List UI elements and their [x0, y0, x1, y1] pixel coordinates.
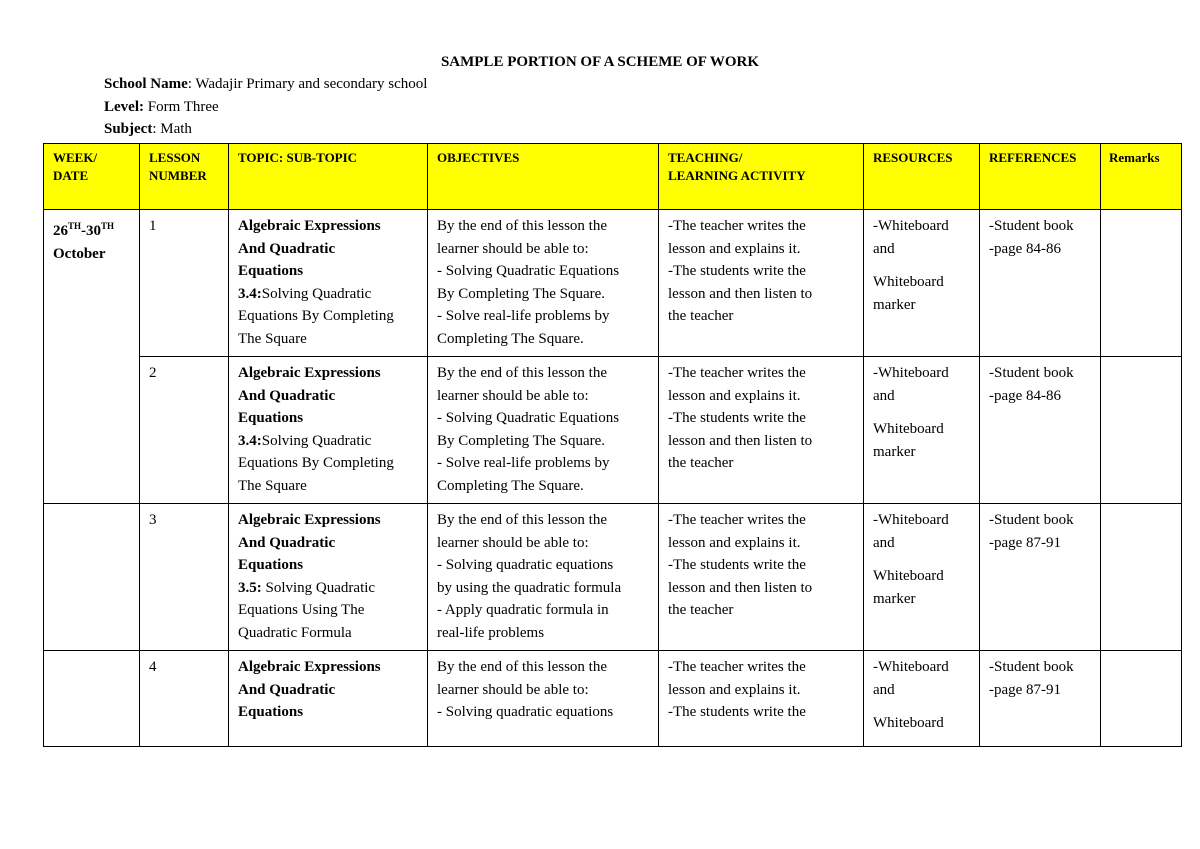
header-remarks: Remarks	[1101, 144, 1182, 210]
subtopic-line: Equations By Completing	[238, 455, 394, 471]
week-date-cell	[44, 651, 140, 747]
header-objectives: OBJECTIVES	[428, 144, 659, 210]
objective-line: real-life problems	[437, 624, 545, 641]
header-resources: RESOURCES	[864, 144, 980, 210]
week-sup: TH	[68, 221, 82, 231]
resources-cell	[864, 357, 980, 504]
level-label: Level:	[104, 99, 144, 115]
resources-cell	[864, 651, 980, 747]
resource-line: marker	[873, 443, 916, 460]
activity-line: lesson and explains it.	[668, 387, 801, 404]
references-cell	[980, 651, 1101, 747]
reference-line: -page 84-86	[989, 240, 1062, 257]
activity-cell	[659, 651, 864, 747]
week-month: October	[53, 245, 106, 262]
topic-title: Algebraic Expressions	[238, 659, 381, 675]
resources-cell	[864, 504, 980, 651]
week-date-cell	[44, 210, 140, 357]
activity-line: lesson and explains it.	[668, 240, 801, 257]
subtopic-line: The Square	[238, 477, 307, 494]
table-row	[44, 210, 1182, 357]
school-name-label: School Name	[104, 76, 188, 92]
topic-title: And Quadratic	[238, 534, 336, 551]
subject-line	[104, 121, 192, 138]
topic-title: And Quadratic	[238, 681, 336, 698]
subtopic-number: 3.4:	[238, 432, 262, 449]
school-name-line	[104, 76, 427, 93]
resource-line: Whiteboard	[873, 274, 944, 290]
remarks-cell	[1101, 210, 1182, 357]
subtopic-number: 3.5:	[238, 579, 262, 596]
week-date-cell	[44, 357, 140, 504]
objectives-cell	[428, 504, 659, 651]
topic-title: Equations	[238, 410, 304, 426]
objective-line: - Solving quadratic equations	[437, 557, 614, 573]
objective-line: By Completing The Square.	[437, 432, 606, 449]
table-row	[44, 357, 1182, 504]
activity-line: the teacher	[668, 602, 734, 618]
objective-line: Completing The Square.	[437, 330, 584, 347]
objective-line: Completing The Square.	[437, 477, 584, 494]
activity-line: lesson and then listen to	[668, 579, 813, 596]
resource-line: -Whiteboard	[873, 512, 949, 528]
week-sup: TH	[101, 221, 115, 231]
objective-line: - Solving Quadratic Equations	[437, 263, 620, 279]
topic-title: Equations	[238, 557, 304, 573]
topic-cell	[229, 210, 428, 357]
reference-line: -Student book	[989, 218, 1074, 234]
subtopic-line: The Square	[238, 330, 307, 347]
topic-title: And Quadratic	[238, 240, 336, 257]
objective-line: by using the quadratic formula	[437, 579, 622, 596]
school-name-value: : Wadajir Primary and secondary school	[187, 76, 428, 92]
objective-line: learner should be able to:	[437, 681, 589, 698]
header-lesson-number: LESSON NUMBER	[140, 144, 229, 210]
topic-title: Equations	[238, 263, 304, 279]
topic-cell	[229, 357, 428, 504]
activity-line: -The teacher writes the	[668, 365, 806, 381]
resources-cell	[864, 210, 980, 357]
objective-line: - Solve real-life problems by	[437, 308, 610, 324]
references-cell	[980, 357, 1101, 504]
lesson-number-cell: 3	[140, 504, 229, 651]
activity-cell	[659, 357, 864, 504]
objective-line: By the end of this lesson the	[437, 659, 607, 675]
scheme-of-work-table	[43, 143, 1182, 747]
resource-line: Whiteboard	[873, 715, 944, 731]
activity-line: the teacher	[668, 308, 734, 324]
objective-line: learner should be able to:	[437, 240, 589, 257]
activity-line: lesson and then listen to	[668, 432, 813, 449]
subject-label: Subject	[104, 121, 153, 137]
resource-line: marker	[873, 590, 916, 607]
objectives-cell	[428, 357, 659, 504]
week-date-cell	[44, 504, 140, 651]
reference-line: -page 87-91	[989, 534, 1062, 551]
level-line	[104, 99, 219, 116]
reference-line: -page 84-86	[989, 387, 1062, 404]
header-references: REFERENCES	[980, 144, 1101, 210]
objective-line: learner should be able to:	[437, 534, 589, 551]
resource-line: and	[873, 534, 895, 551]
resource-line: -Whiteboard	[873, 659, 949, 675]
remarks-cell	[1101, 357, 1182, 504]
reference-line: -Student book	[989, 512, 1074, 528]
document-title: SAMPLE PORTION OF A SCHEME OF WORK	[440, 54, 760, 70]
subtopic-line: 3.4:Solving Quadratic	[238, 285, 372, 302]
objective-line: - Apply quadratic formula in	[437, 602, 609, 618]
reference-line: -Student book	[989, 659, 1074, 675]
table-row	[44, 504, 1182, 651]
reference-line: -page 87-91	[989, 681, 1062, 698]
references-cell	[980, 504, 1101, 651]
subtopic-number: 3.4:	[238, 285, 262, 302]
week-range: 26TH-30TH	[53, 221, 115, 239]
topic-title: Algebraic Expressions	[238, 512, 381, 528]
activity-line: the teacher	[668, 455, 734, 471]
header-week-date: WEEK/ DATE	[44, 144, 140, 210]
activity-cell	[659, 210, 864, 357]
activity-line: lesson and explains it.	[668, 534, 801, 551]
activity-line: -The students write the	[668, 704, 806, 720]
reference-line: -Student book	[989, 365, 1074, 381]
resource-line: -Whiteboard	[873, 365, 949, 381]
activity-line: -The teacher writes the	[668, 218, 806, 234]
subtopic-line: Equations Using The	[238, 602, 365, 618]
objective-line: By the end of this lesson the	[437, 512, 607, 528]
table-header-row	[44, 144, 1182, 210]
objective-line: By the end of this lesson the	[437, 365, 607, 381]
topic-cell	[229, 651, 428, 747]
resource-line: -Whiteboard	[873, 218, 949, 234]
activity-line: lesson and explains it.	[668, 681, 801, 698]
objective-line: learner should be able to:	[437, 387, 589, 404]
objective-line: - Solving quadratic equations	[437, 704, 614, 720]
topic-title: Algebraic Expressions	[238, 218, 381, 234]
activity-cell	[659, 504, 864, 651]
objective-line: - Solving Quadratic Equations	[437, 410, 620, 426]
remarks-cell	[1101, 651, 1182, 747]
lesson-number-cell: 1	[140, 210, 229, 357]
activity-line: lesson and then listen to	[668, 285, 813, 302]
resource-line: Whiteboard	[873, 568, 944, 584]
resource-line: and	[873, 681, 895, 698]
objectives-cell	[428, 210, 659, 357]
topic-title: And Quadratic	[238, 387, 336, 404]
resource-line: and	[873, 240, 895, 257]
activity-line: -The teacher writes the	[668, 659, 806, 675]
activity-line: -The students write the	[668, 410, 806, 426]
level-value: Form Three	[143, 99, 219, 115]
references-cell	[980, 210, 1101, 357]
remarks-cell	[1101, 504, 1182, 651]
lesson-number-cell: 2	[140, 357, 229, 504]
topic-cell	[229, 504, 428, 651]
activity-line: -The teacher writes the	[668, 512, 806, 528]
header-topic: TOPIC: SUB-TOPIC	[229, 144, 428, 210]
activity-line: -The students write the	[668, 557, 806, 573]
resource-line: and	[873, 387, 895, 404]
table-row	[44, 651, 1182, 747]
topic-title: Equations	[238, 704, 304, 720]
resource-line: Whiteboard	[873, 421, 944, 437]
subtopic-line: 3.4:Solving Quadratic	[238, 432, 372, 449]
subtopic-line: Quadratic Formula	[238, 624, 352, 641]
lesson-number-cell: 4	[140, 651, 229, 747]
subject-value: : Math	[152, 121, 192, 137]
objective-line: By Completing The Square.	[437, 285, 606, 302]
topic-title: Algebraic Expressions	[238, 365, 381, 381]
subtopic-line: 3.5: Solving Quadratic	[238, 579, 376, 596]
header-teaching-activity: TEACHING/ LEARNING ACTIVITY	[659, 144, 864, 210]
resource-line: marker	[873, 296, 916, 313]
activity-line: -The students write the	[668, 263, 806, 279]
objective-line: - Solve real-life problems by	[437, 455, 610, 471]
subtopic-line: Equations By Completing	[238, 308, 394, 324]
objectives-cell	[428, 651, 659, 747]
objective-line: By the end of this lesson the	[437, 218, 607, 234]
